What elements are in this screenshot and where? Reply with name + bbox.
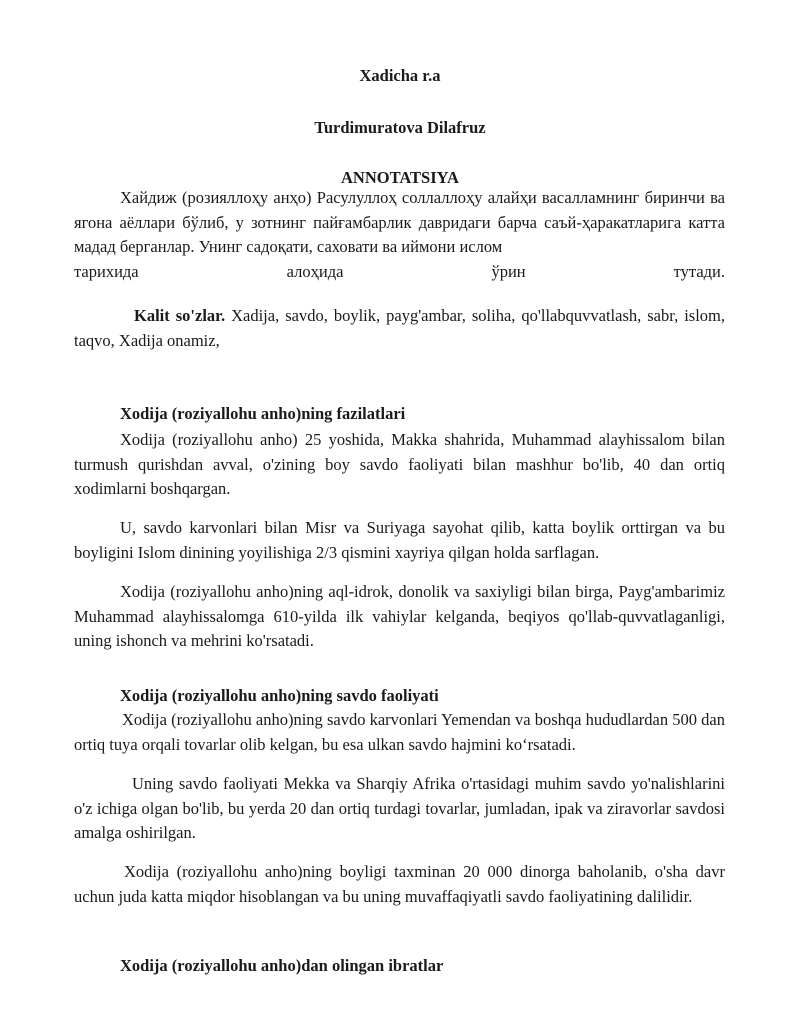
section1-paragraph-3: Xodija (roziyallohu anho)ning aql-idrok, donolik va saxiyligi bilan birga, Payg'ambarimiz Muhammad alayhissalomga 610-yilda ilk vahiylar kelganda, beqiyos qo'llab-quvvatlaganligi, uning ishonch va mehrini ko'rsatadi. — [74, 582, 725, 650]
section-heading-fazilatlari: Xodija (roziyallohu anho)ning fazilatlari — [120, 404, 406, 423]
document-title: Xadicha r.a — [359, 66, 441, 85]
section1-paragraph-2: U, savdo karvonlari bilan Misr va Suriyaga sayohat qilib, katta boylik orttirgan va bu boyligini Islom dinining yoyilishiga 2/3 qismini xayriya qilgan holda sarflagan. — [74, 518, 725, 562]
annotation-paragraph: Хайдиж (розияллоҳу анҳо) Расулуллоҳ соллаллоҳу алайҳи васалламнинг биринчи ва ягона аёллари бўлиб, у зотнинг пайғамбарлик давридаги барча саъй-ҳаракатларига катта мадад берганлар. Унинг садоқати, саховати ва иймони ислом — [74, 188, 725, 256]
keywords-label: Kalit so'zlar. — [134, 306, 226, 325]
author-name: Turdimuratova Dilafruz — [314, 118, 486, 137]
keywords-paragraph — [74, 304, 725, 353]
annotation-paragraph-end: тарихида алоҳида ўрин тутади. — [74, 262, 725, 281]
section2-paragraph-3: Xodija (roziyallohu anho)ning boyligi taxminan 20 000 dinorga baholanib, o'sha davr uchun juda katta miqdor hisoblangan va bu uning muvaffaqiyatli savdo faoliyatining dalilidir. — [74, 862, 725, 906]
keywords-text: Xadija, savdo, boylik, payg'ambar, soliha, qo'llabquvvatlash, sabr, islom, taqvo, Xadija onamiz, — [74, 306, 725, 350]
section2-paragraph-2: Uning savdo faoliyati Mekka va Sharqiy Afrika o'rtasidagi muhim savdo yo'nalishlarini o'z ichiga olgan bo'lib, bu yerda 20 dan ortiq turdagi tovarlar, jumladan, ipak va ziravorlar savdosi amalga oshirilgan. — [74, 774, 725, 842]
section2-paragraph-1: Xodija (roziyallohu anho)ning savdo karvonlari Yemendan va boshqa hududlardan 500 dan ortiq tuya orqali tovarlar olib kelgan, bu esa ulkan savdo hajmini koʻrsatadi. — [74, 710, 725, 754]
section-heading-ibratlar: Xodija (roziyallohu anho)dan olingan ibratlar — [120, 956, 444, 975]
annotation-heading: ANNOTATSIYA — [341, 168, 459, 187]
section-heading-savdo-faoliyati: Xodija (roziyallohu anho)ning savdo faoliyati — [120, 686, 439, 705]
section1-paragraph-1: Xodija (roziyallohu anho) 25 yoshida, Makka shahrida, Muhammad alayhissalom bilan turmush qurishdan avval, o'zining boy savdo faoliyati bilan mashhur bo'lib, 40 dan ortiq xodimlarni boshqargan. — [74, 430, 725, 498]
